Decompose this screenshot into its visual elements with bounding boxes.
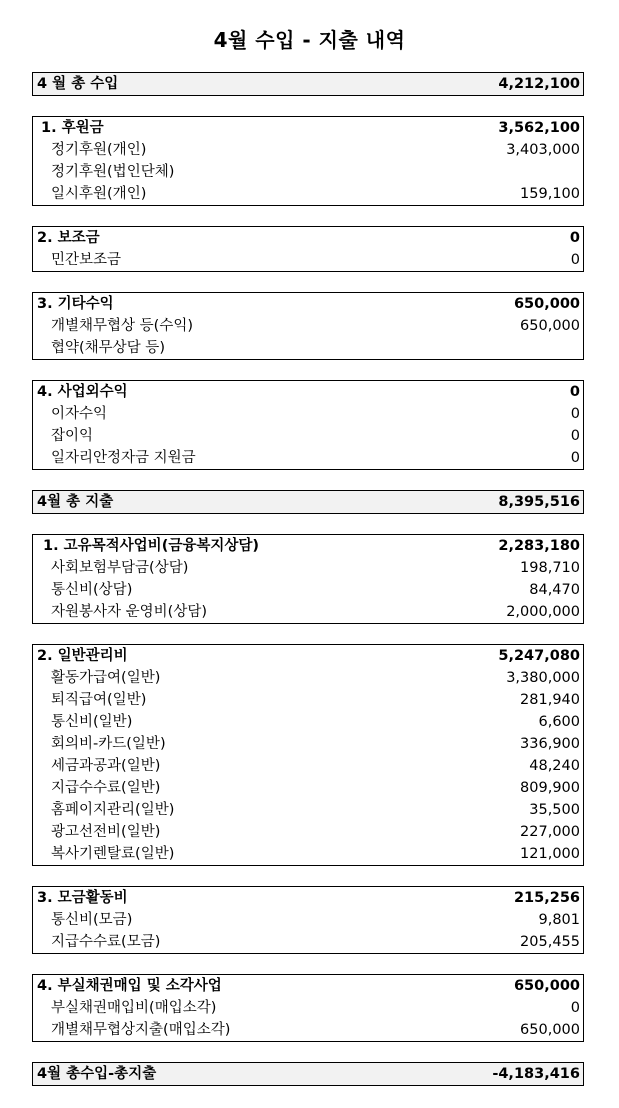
item-value: 2,000,000 [506,604,580,620]
item-label: 통신비(일반) [51,714,133,730]
expense-section-fundraising [32,886,584,954]
item-value: 227,000 [520,824,580,840]
section-header [33,645,583,667]
line-item [33,161,583,183]
section-label: 1. 후원금 [41,120,104,136]
item-value: 35,500 [529,802,580,818]
item-value: 3,380,000 [506,670,580,686]
item-label: 정기후원(개인) [51,142,147,158]
section-label: 3. 모금활동비 [37,890,128,906]
item-label: 개별채무협상지출(매입소각) [51,1022,231,1038]
income-section-donations [32,116,584,206]
section-header [33,381,583,403]
item-value: 650,000 [520,318,580,334]
item-value: 3,403,000 [506,142,580,158]
item-value: 121,000 [520,846,580,862]
section-header [33,117,583,139]
line-item [33,755,583,777]
net-total-box [32,1062,584,1086]
item-label: 이자수익 [51,406,108,422]
item-value: 6,600 [538,714,580,730]
line-item [33,337,583,359]
income-section-subsidy [32,226,584,272]
section-header [33,227,583,249]
line-item [33,821,583,843]
line-item [33,315,583,337]
section-header [33,887,583,909]
item-label: 지급수수료(모금) [51,934,161,950]
item-label: 홈페이지관리(일반) [51,802,175,818]
section-header [33,975,583,997]
expense-section-purpose [32,534,584,624]
section-label: 1. 고유목적사업비(금융복지상담) [43,538,259,554]
line-item [33,689,583,711]
item-label: 세금과공과(일반) [51,758,161,774]
section-label: 4. 사업외수익 [37,384,128,400]
section-label: 2. 일반관리비 [37,648,128,664]
section-value: 650,000 [513,296,580,312]
total-expense-row [33,491,583,513]
item-label: 복사기렌탈료(일반) [51,846,175,862]
item-label: 통신비(모금) [51,912,133,928]
total-expense-box [32,490,584,514]
line-item [33,909,583,931]
line-item [33,931,583,953]
income-section-non-operating [32,380,584,470]
section-header [33,535,583,557]
item-value: 650,000 [520,1022,580,1038]
page-title: 4월 수입 - 지출 내역 [213,28,406,52]
section-value: 0 [569,230,580,246]
line-item [33,139,583,161]
item-label: 정기후원(법인단체) [51,164,175,180]
item-label: 퇴직급여(일반) [51,692,147,708]
item-value: 0 [570,406,580,422]
line-item [33,249,583,271]
item-label: 사회보험부담금(상담) [51,560,189,576]
item-label: 협약(채무상담 등) [51,340,165,356]
item-value: 0 [570,252,580,268]
item-label: 자원봉사자 운영비(상담) [51,604,207,620]
expense-section-general [32,644,584,866]
section-value: 5,247,080 [498,648,580,664]
item-value: 0 [570,428,580,444]
total-income-box [32,72,584,96]
item-value: 281,940 [520,692,580,708]
item-label: 민간보조금 [51,252,122,268]
line-item [33,799,583,821]
line-item [33,183,583,205]
total-expense-label: 4월 총 지출 [37,494,114,510]
item-label: 부실채권매입비(매입소각) [51,1000,217,1016]
total-income-value: 4,212,100 [498,76,580,92]
section-value: 2,283,180 [498,538,580,554]
section-value: 0 [569,384,580,400]
item-label: 회의비-카드(일반) [51,736,166,752]
line-item [33,1019,583,1041]
line-item [33,579,583,601]
item-value: 809,900 [520,780,580,796]
section-value: 650,000 [513,978,580,994]
line-item [33,777,583,799]
line-item [33,843,583,865]
item-value: 48,240 [529,758,580,774]
income-section-other [32,292,584,360]
line-item [33,711,583,733]
total-income-label: 4 월 총 수입 [37,76,119,92]
item-label: 잡이익 [51,428,94,444]
item-value: 0 [570,1000,580,1016]
line-item [33,733,583,755]
line-item [33,425,583,447]
item-value: 0 [570,450,580,466]
item-value: 336,900 [520,736,580,752]
section-value: 3,562,100 [498,120,580,136]
net-total-label: 4월 총수입-총지출 [37,1066,157,1082]
item-label: 일자리안정자금 지원금 [51,450,196,466]
section-label: 4. 부실채권매입 및 소각사업 [37,978,222,994]
line-item [33,403,583,425]
item-label: 지급수수료(일반) [51,780,161,796]
net-total-value: -4,183,416 [492,1066,580,1082]
item-value: 9,801 [538,912,580,928]
item-label: 일시후원(개인) [51,186,147,202]
line-item [33,667,583,689]
item-label: 개별채무협상 등(수익) [51,318,193,334]
item-value: 198,710 [520,560,580,576]
section-label: 3. 기타수익 [37,296,114,312]
item-value: 205,455 [520,934,580,950]
item-label: 활동가급여(일반) [51,670,161,686]
total-expense-value: 8,395,516 [498,494,580,510]
item-value: 159,100 [520,186,580,202]
line-item [33,601,583,623]
total-income-row [33,73,583,95]
item-value: 84,470 [529,582,580,598]
line-item [33,997,583,1019]
net-total-row [33,1063,583,1085]
section-value: 215,256 [513,890,580,906]
item-label: 통신비(상담) [51,582,133,598]
item-label: 광고선전비(일반) [51,824,161,840]
line-item [33,447,583,469]
line-item [33,557,583,579]
section-label: 2. 보조금 [37,230,100,246]
section-header [33,293,583,315]
expense-section-bad-debt [32,974,584,1042]
